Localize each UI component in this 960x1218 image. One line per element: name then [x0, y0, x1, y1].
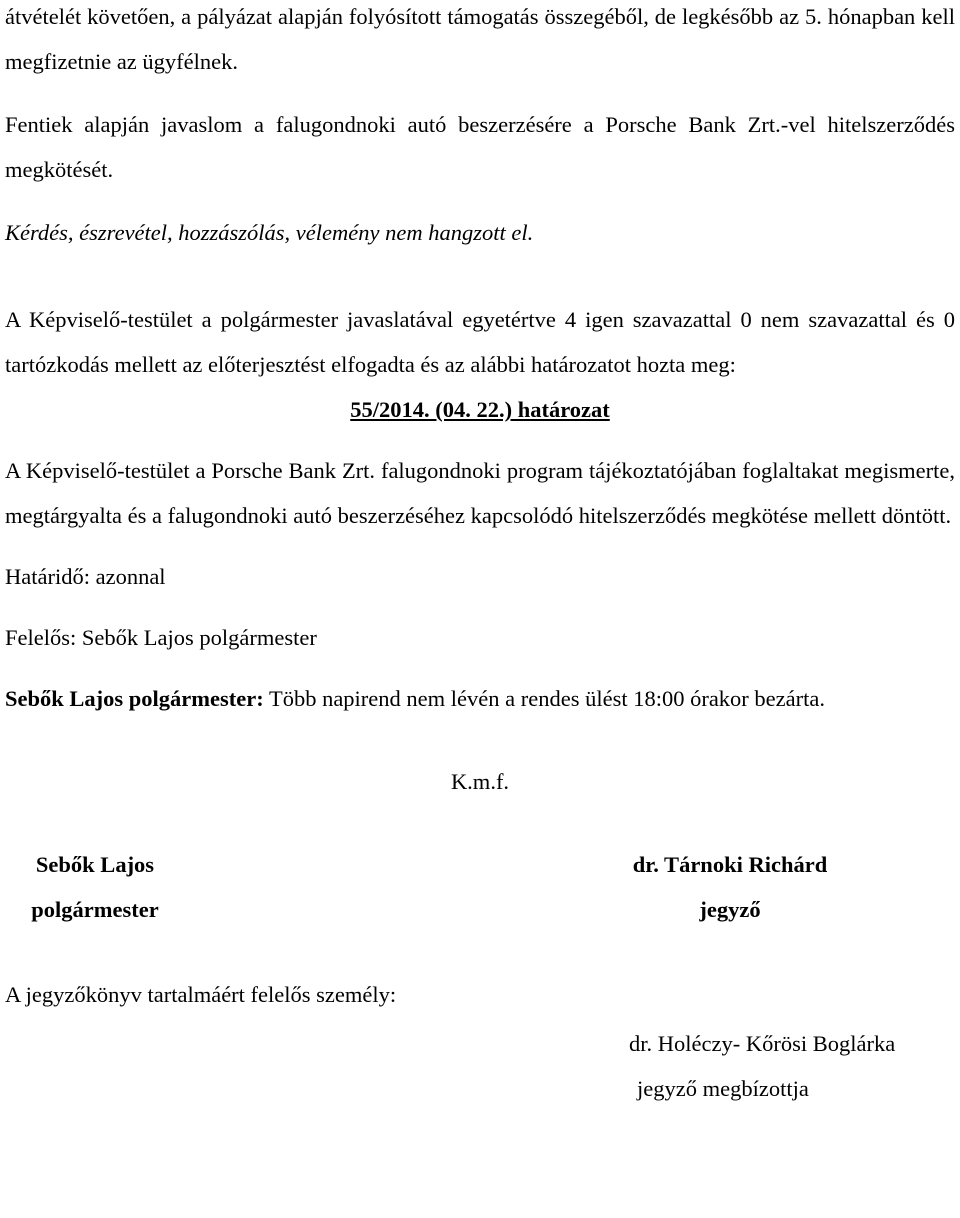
minutes-responsible-title: jegyző megbízottja — [637, 1076, 809, 1101]
minutes-responsible-label: A jegyzőkönyv tartalmáért felelős személy: — [5, 982, 397, 1007]
closing-statement — [5, 676, 955, 721]
minutes-responsible-name: dr. Holéczy- Kőrösi Boglárka — [629, 1031, 896, 1056]
paragraph-no-questions: Kérdés, észrevétel, hozzászólás, vélemény nem hangzott el. — [5, 220, 534, 245]
signature-mayor — [0, 842, 190, 932]
kmf-label: K.m.f. — [450, 769, 510, 794]
closing-text: Több napirend nem lévén a rendes ülést 18:00 órakor bezárta. — [263, 686, 825, 711]
resolution-responsible: Felelős: Sebők Lajos polgármester — [5, 625, 317, 650]
minutes-responsible-signature — [629, 1021, 955, 1111]
resolution-body: A Képviselő-testület a Porsche Bank Zrt. falugondnoki program tájékoztatójában foglaltakat megismerte, megtárgyalta és a falugondnoki autó beszerzéséhez kapcsolódó hitelszerződés megkötése mellett döntött. — [5, 458, 955, 528]
signature-notary — [595, 842, 865, 932]
paragraph-proposal: Fentiek alapján javaslom a falugondnoki autó beszerzésére a Porsche Bank Zrt.-vel hitelszerződés megkötését. — [5, 112, 955, 182]
signature-mayor-title: polgármester — [31, 897, 159, 922]
closing-speaker: Sebők Lajos polgármester: — [5, 686, 264, 711]
signature-notary-name: dr. Tárnoki Richárd — [632, 852, 828, 877]
resolution-deadline: Határidő: azonnal — [5, 564, 166, 589]
resolution-title: 55/2014. (04. 22.) határozat — [350, 397, 610, 422]
signature-row — [5, 842, 955, 932]
signature-notary-title: jegyző — [699, 897, 761, 922]
paragraph-vote: A Képviselő-testület a polgármester javaslatával egyetértve 4 igen szavazattal 0 nem szavazattal és 0 tartózkodás mellett az előterjesztést elfogadta és az alábbi határozatot hozta meg: — [5, 307, 955, 377]
paragraph-payment: átvételét követően, a pályázat alapján folyósított támogatás összegéből, de legkésőbb az 5. hónapban kell megfizetnie az ügyfélnek. — [5, 4, 955, 74]
signature-mayor-name: Sebők Lajos — [35, 852, 155, 877]
document-page — [5, 0, 955, 1111]
